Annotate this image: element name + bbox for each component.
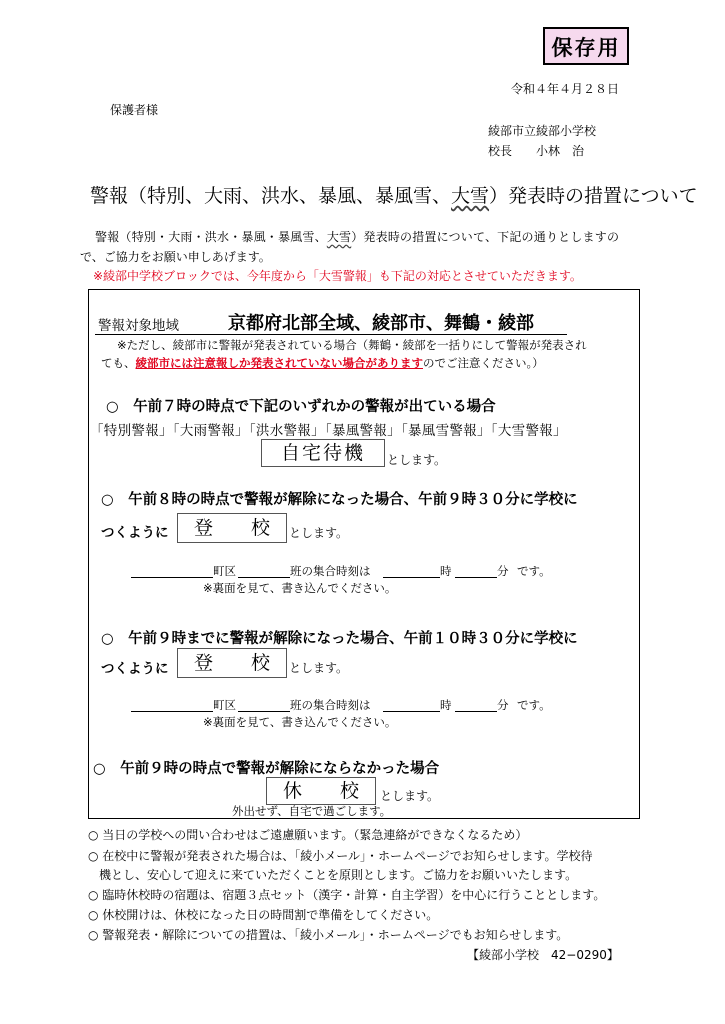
case3-minute-label: 分 — [497, 698, 509, 712]
intro-line-2: で、ご協力をお願い申しあげます。 — [80, 250, 271, 264]
note-text: のでご注意ください。） — [423, 356, 544, 370]
intro-text: 警報（特別・大雨・洪水・暴風・暴風雪、 — [95, 230, 327, 244]
area-value: 京都府北部全域、綾部市、舞鶴・綾部 — [228, 313, 534, 334]
case3-heading: ○ 午前９時までに警報が解除になった場合、午前１０時３０分に学校に — [101, 631, 578, 647]
case1-action-box: 自宅待機 — [261, 439, 385, 467]
title-part: 警報（特別、大雨、洪水、暴風、暴風雪、 — [90, 185, 452, 207]
case3-town-label: 町区 — [213, 698, 236, 712]
case3-suffix: とします。 — [289, 661, 349, 675]
area-note-2 — [101, 355, 544, 371]
storage-stamp: 保存用 — [543, 27, 629, 65]
note-item: ○ 在校中に警報が発表された場合は、「綾小メール」・ホームページでお知らせします。学校待 — [88, 849, 593, 863]
case4-action-box: 休 校 — [266, 777, 376, 805]
date: 令和４年４月２８日 — [511, 82, 620, 96]
case3-action-box: 登 校 — [177, 648, 287, 678]
case2-minute-label: 分 — [497, 564, 509, 578]
title-snow: 大雪 — [451, 185, 490, 207]
note-item-continued: 機とし、安心して迎えに来ていただくことを原則とします。ご協力をお願いいたします。 — [99, 868, 578, 882]
case3-note: ※裏面を見て、書き込んでください。 — [203, 715, 397, 729]
page-title — [90, 181, 698, 208]
case1-warnings: 「特別警報」「大雨警報」「洪水警報」「暴風警報」「暴風雪警報」「大雪警報」 — [90, 423, 567, 439]
principal-name: 校長 小林 治 — [488, 144, 585, 158]
school-name: 綾部市立綾部小学校 — [488, 124, 597, 138]
case2-town-blank — [131, 577, 213, 578]
title-part: ）発表時の措置について — [489, 185, 698, 207]
case3-town-blank — [131, 711, 213, 712]
case4-heading: ○ 午前９時の時点で警報が解除にならなかった場合 — [93, 761, 440, 777]
case2-hour-blank — [383, 577, 440, 578]
case3-prefix: つくように — [101, 661, 169, 677]
case3-hour-label: 時 — [440, 698, 452, 712]
intro-line-1 — [95, 228, 619, 245]
note-item: ○ 休校開けは、休校になった日の時間割で準備をしてください。 — [88, 908, 439, 922]
case3-group-time-label: 班の集合時刻は — [290, 698, 371, 712]
case2-suffix: とします。 — [289, 526, 349, 540]
note-item: ○ 警報発表・解除についての措置は、「綾小メール」・ホームページでもお知らせします。 — [88, 928, 569, 942]
contact-info: 【綾部小学校 42−0290】 — [467, 948, 619, 962]
intro-snow: 大雪 — [326, 230, 352, 244]
case1-heading: ○ 午前７時の時点で下記のいずれかの警報が出ている場合 — [106, 399, 496, 415]
area-note-1: ※ただし、綾部市に警報が発表されている場合（舞鶴・綾部を一括りにして警報が発表され — [117, 338, 587, 352]
intro-text: ）発表時の措置について、下記の通りとしますの — [351, 230, 620, 244]
case2-group-time-label: 班の集合時刻は — [290, 564, 371, 578]
case2-group-blank — [238, 577, 290, 578]
note-item: ○ 当日の学校への問い合わせはご遠慮願います。（緊急連絡ができなくなるため） — [88, 828, 528, 842]
case1-suffix: とします。 — [387, 453, 447, 467]
case3-hour-blank — [383, 711, 440, 712]
case2-desu: です。 — [517, 564, 551, 578]
area-underline — [95, 334, 567, 335]
case2-minute-blank — [455, 577, 497, 578]
case2-heading: ○ 午前８時の時点で警報が解除になった場合、午前９時３０分に学校に — [101, 492, 578, 508]
recipient: 保護者様 — [110, 103, 159, 117]
area-label: 警報対象地域 — [98, 318, 179, 334]
case3-group-blank — [238, 711, 290, 712]
note-item: ○ 臨時休校時の宿題は、宿題３点セット（漢字・計算・自主学習）を中心に行うこととします。 — [88, 888, 606, 902]
case2-town-label: 町区 — [213, 564, 236, 578]
case3-desu: です。 — [517, 698, 551, 712]
case2-hour-label: 時 — [440, 564, 452, 578]
case4-note: 外出せず、自宅で過ごします。 — [232, 804, 392, 818]
case2-action-box: 登 校 — [177, 513, 287, 543]
note-text: ても、 — [101, 356, 136, 370]
case2-note: ※裏面を見て、書き込んでください。 — [203, 581, 397, 595]
snow-warning-notice: ※綾部中学校ブロックでは、今年度から「大雪警報」も下記の対応とさせていただきます。 — [93, 269, 582, 283]
note-emphasis: 綾部市には注意報しか発表されていない場合があります — [135, 356, 423, 370]
case3-minute-blank — [455, 711, 497, 712]
case2-prefix: つくように — [101, 525, 169, 541]
case4-suffix: とします。 — [380, 789, 440, 803]
